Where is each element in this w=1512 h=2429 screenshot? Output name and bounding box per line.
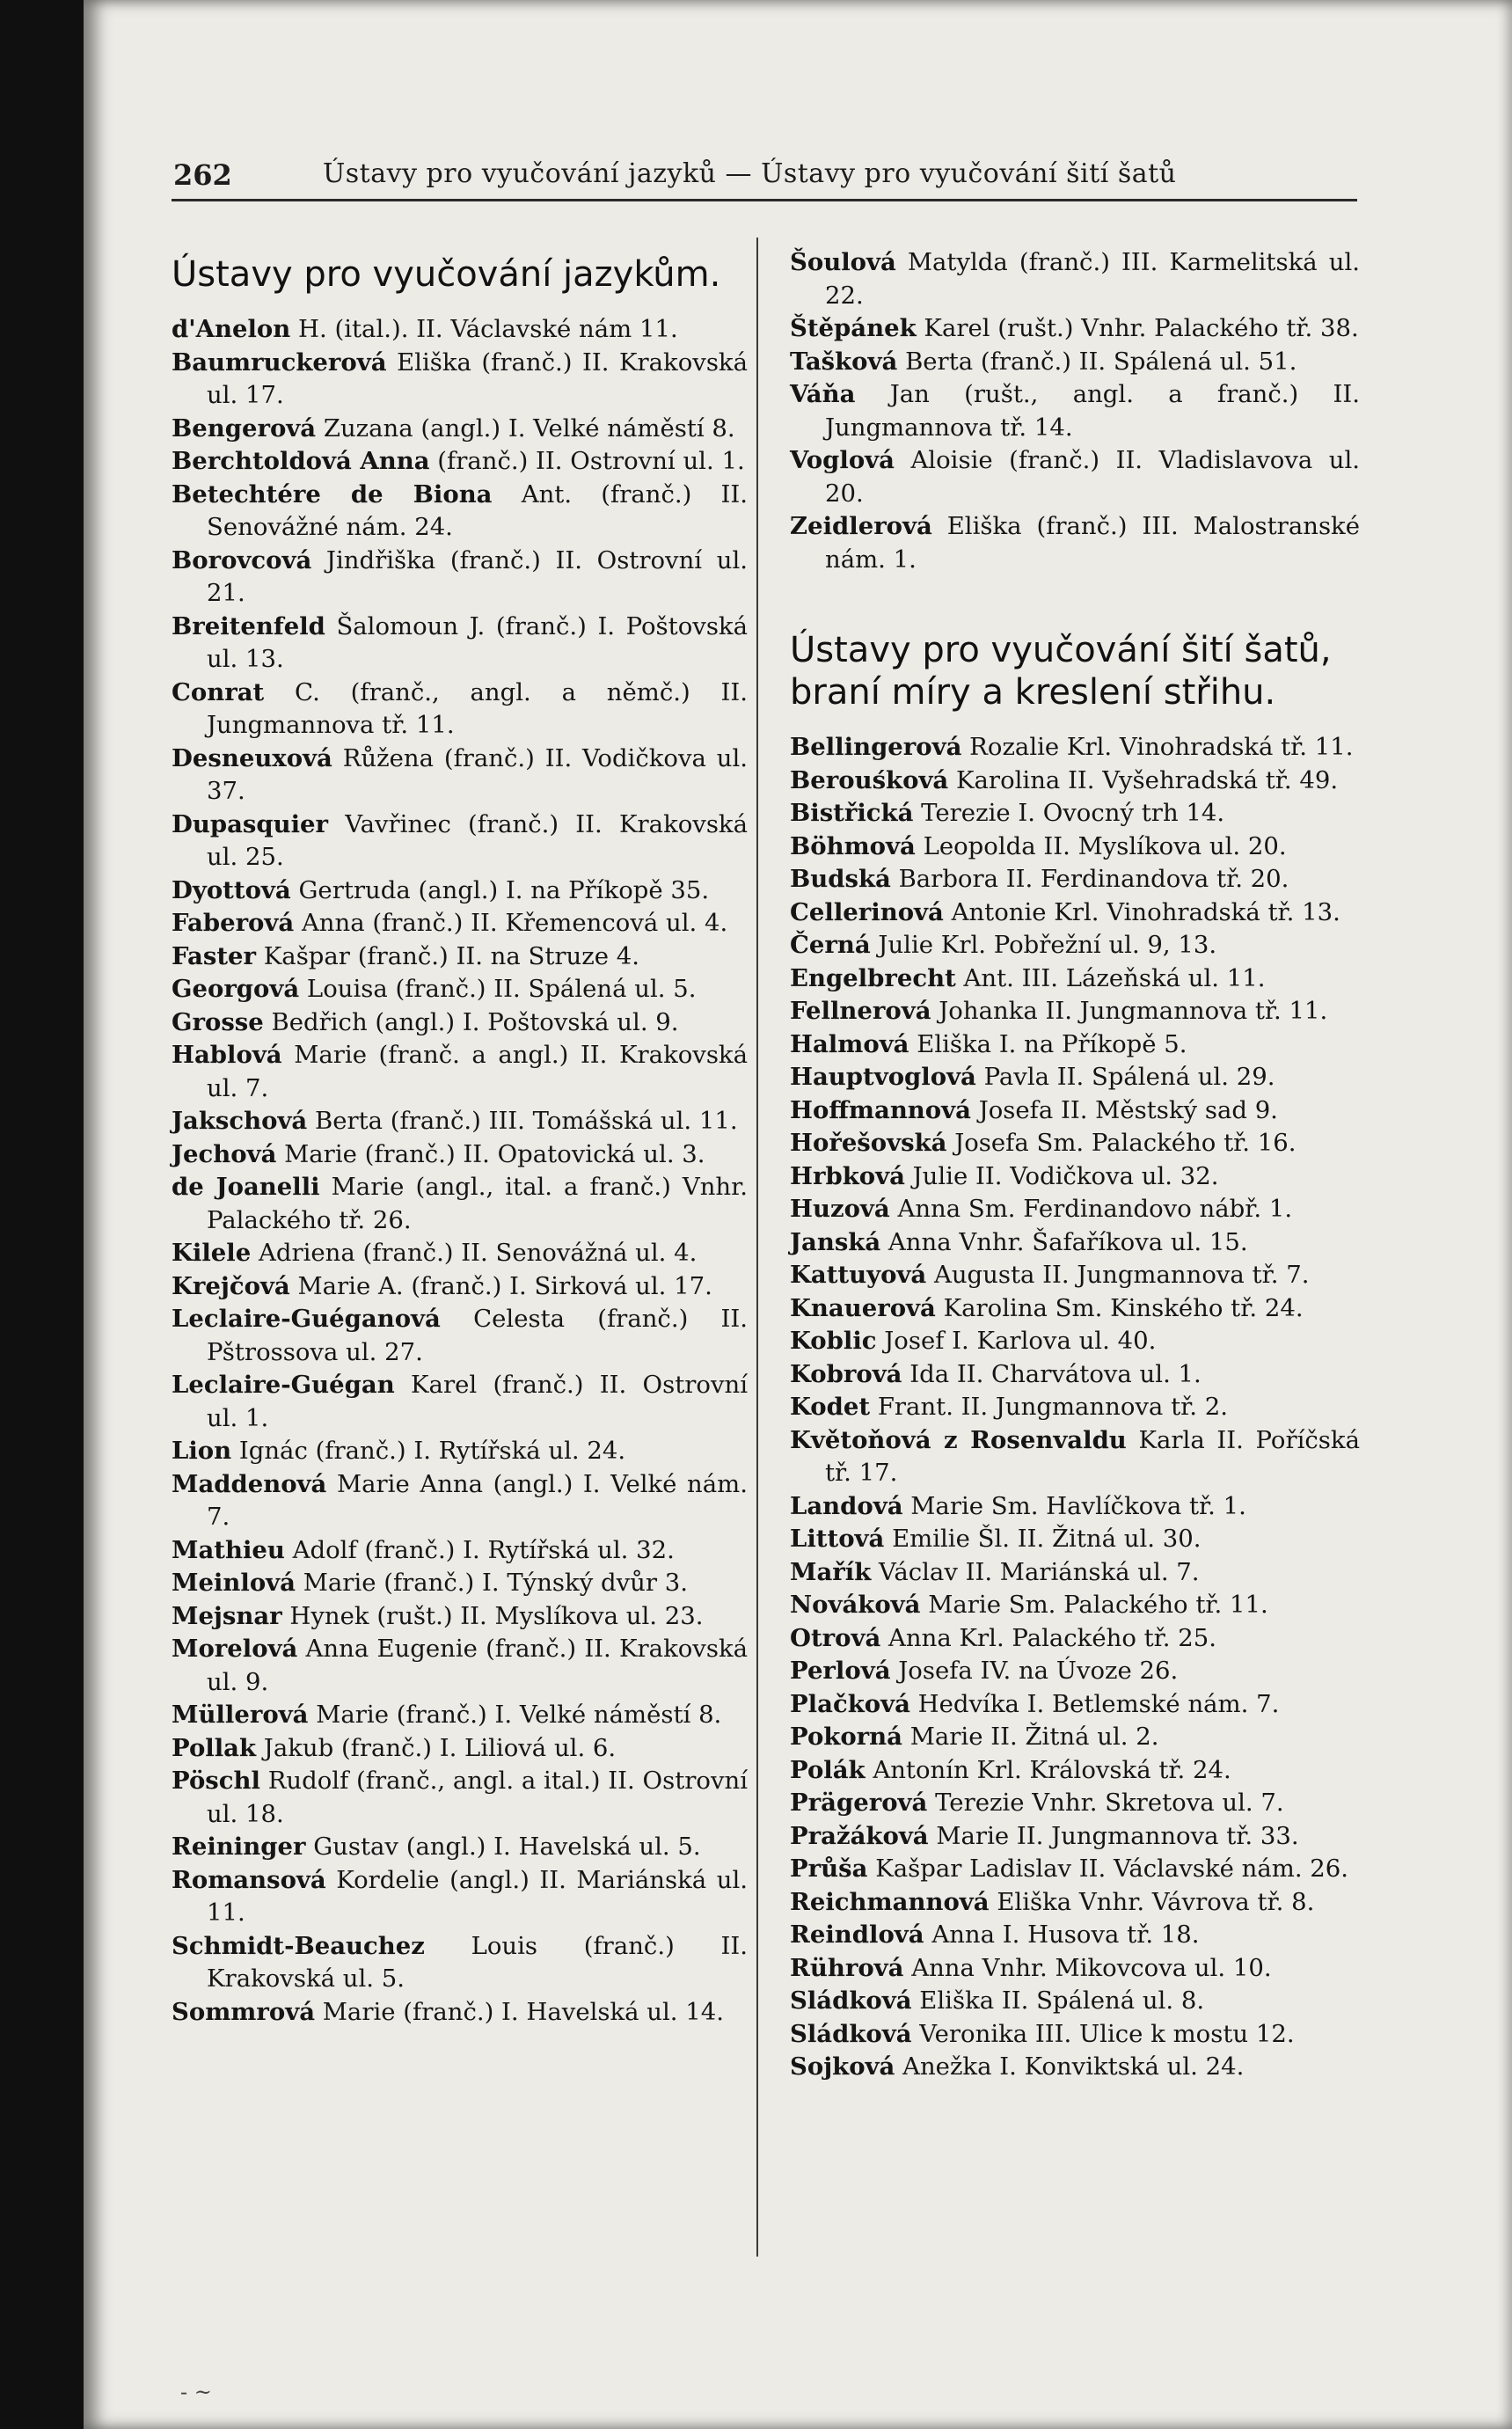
entry-name: Romansová xyxy=(172,1865,326,1894)
entry-name: Berchtoldová Anna xyxy=(172,447,430,475)
entry-name: Bengerová xyxy=(172,413,317,443)
entry-details: Vavřinec (franč.) II. Krakovská ul. 25. xyxy=(207,809,748,871)
directory-entry xyxy=(790,1886,1360,1920)
entry-name: Krejčová xyxy=(172,1271,290,1300)
directory-entry xyxy=(790,863,1360,896)
directory-entry xyxy=(172,445,748,479)
directory-entry xyxy=(172,1369,748,1435)
entry-details: Antonie Krl. Vinohradská tř. 13. xyxy=(943,897,1340,926)
entry-details: Anna Vnhr. Šafaříkova ul. 15. xyxy=(880,1227,1248,1256)
left-column xyxy=(172,246,748,2029)
entry-name: Dupasquier xyxy=(172,809,329,838)
directory-entry xyxy=(790,1952,1360,1986)
entry-name: Grosse xyxy=(172,1007,264,1036)
directory-entry xyxy=(790,312,1360,346)
directory-entry xyxy=(790,444,1360,510)
directory-entry xyxy=(172,1534,748,1568)
entry-details: Augusta II. Jungmannova tř. 7. xyxy=(926,1261,1310,1289)
directory-entry xyxy=(172,1732,748,1766)
entry-name: Šoulová xyxy=(790,248,896,276)
directory-entry xyxy=(172,347,748,413)
entry-details: Karel (rušt.) Vnhr. Palackého tř. 38. xyxy=(916,314,1359,342)
entry-details: Marie A. (franč.) I. Sirková ul. 17. xyxy=(289,1271,712,1300)
entry-details: Ignác (franč.) I. Rytířská ul. 24. xyxy=(231,1437,626,1465)
entry-details: Marie Anna (angl.) I. Velké nám. 7. xyxy=(207,1469,748,1531)
entry-name: Tašková xyxy=(790,347,898,376)
directory-entry xyxy=(790,1655,1360,1688)
directory-entry xyxy=(172,1270,748,1304)
entry-name: Hoffmannová xyxy=(790,1095,971,1124)
directory-entry xyxy=(172,479,748,545)
sewing-institutes-list xyxy=(790,731,1360,2084)
directory-entry xyxy=(790,1919,1360,1952)
directory-entry xyxy=(172,1699,748,1732)
entry-name: Halmová xyxy=(790,1029,909,1058)
entry-details: Marie II. Žitná ul. 2. xyxy=(902,1723,1159,1751)
directory-entry xyxy=(172,1303,748,1369)
entry-details: Josefa II. Městský sad 9. xyxy=(970,1095,1278,1124)
entry-name: Desneuxová xyxy=(172,743,332,772)
entry-name: Maddenová xyxy=(172,1469,327,1498)
entry-details: Marie Sm. Havlíčkova tř. 1. xyxy=(902,1491,1246,1520)
directory-entry xyxy=(790,896,1360,930)
entry-name: Mathieu xyxy=(172,1535,285,1564)
entry-name: Hablová xyxy=(172,1041,282,1069)
entry-details: Anna Sm. Ferdinandovo nábř. 1. xyxy=(889,1195,1293,1223)
entry-name: Reindlová xyxy=(790,1921,924,1949)
directory-entry xyxy=(172,677,748,743)
entry-details: Louisa (franč.) II. Spálená ul. 5. xyxy=(299,975,697,1003)
entry-name: Dyottová xyxy=(172,875,291,904)
entry-details: Karel (franč.) II. Ostrovní ul. 1. xyxy=(207,1371,748,1432)
entry-details: Barbora II. Ferdinandova tř. 20. xyxy=(890,865,1289,893)
entry-details: Antonín Krl. Královská tř. 24. xyxy=(865,1755,1231,1784)
entry-details: Marie (franč.) I. Havelská ul. 14. xyxy=(315,1997,725,2026)
entry-name: Pražáková xyxy=(790,1821,929,1850)
entry-details: Eliška (franč.) II. Krakovská ul. 17. xyxy=(207,348,748,409)
entry-details: Terezie Vnhr. Skretova ul. 7. xyxy=(927,1789,1284,1817)
directory-entry xyxy=(790,1061,1360,1094)
directory-entry xyxy=(790,2051,1360,2084)
directory-entry xyxy=(790,1424,1360,1490)
entry-name: Borovcová xyxy=(172,545,312,574)
entry-details: Julie II. Vodičkova ul. 32. xyxy=(904,1161,1219,1190)
entry-name: Koblic xyxy=(790,1327,877,1355)
directory-entry xyxy=(172,907,748,940)
directory-entry xyxy=(172,1468,748,1534)
entry-details: Anna Krl. Palackého tř. 25. xyxy=(880,1623,1217,1652)
directory-entry xyxy=(790,1325,1360,1358)
directory-entry xyxy=(790,346,1360,379)
directory-entry xyxy=(172,1600,748,1634)
directory-entry xyxy=(172,1633,748,1699)
entry-details: Václav II. Mariánská ul. 7. xyxy=(871,1557,1200,1586)
entry-details: Jakub (franč.) I. Liliová ul. 6. xyxy=(256,1733,617,1762)
entry-details: Anna (franč.) II. Křemencová ul. 4. xyxy=(294,909,728,937)
directory-entry xyxy=(172,1930,748,1996)
entry-name: Sommrová xyxy=(172,1997,316,2026)
header-rule xyxy=(172,199,1357,201)
entry-name: Kobrová xyxy=(790,1359,902,1388)
directory-entry xyxy=(790,929,1360,962)
entry-name: Kattuyová xyxy=(790,1261,927,1289)
directory-entry xyxy=(790,1787,1360,1820)
entry-details: Karolina Sm. Kinského tř. 24. xyxy=(935,1293,1304,1322)
entry-name: Sládková xyxy=(790,2019,912,2048)
entry-details: Berta (franč.) III. Tomášská ul. 11. xyxy=(307,1107,738,1135)
directory-entry xyxy=(790,1226,1360,1260)
entry-details: Růžena (franč.) II. Vodičkova ul. 37. xyxy=(207,743,748,805)
directory-entry xyxy=(172,1006,748,1040)
entry-details: Josef I. Karlova ul. 40. xyxy=(876,1327,1157,1355)
entry-name: Rührová xyxy=(790,1953,904,1982)
entry-name: Pöschl xyxy=(172,1767,260,1795)
entry-name: Meinlová xyxy=(172,1569,296,1597)
entry-name: Böhmová xyxy=(790,831,916,860)
entry-name: Pokorná xyxy=(790,1723,902,1751)
entry-name: Sládková xyxy=(790,1986,912,2015)
entry-name: Jakschová xyxy=(172,1107,308,1135)
directory-entry xyxy=(172,1039,748,1105)
directory-entry xyxy=(790,1292,1360,1326)
directory-entry xyxy=(172,1864,748,1930)
directory-entry xyxy=(172,1831,748,1864)
directory-entry xyxy=(172,611,748,677)
entry-details: Eliška II. Spálená ul. 8. xyxy=(911,1986,1205,2015)
entry-details: Aloisie (franč.) II. Vladislavova ul. 20. xyxy=(825,446,1360,508)
entry-name: Jechová xyxy=(172,1139,277,1168)
directory-entry xyxy=(790,510,1360,576)
entry-details: Frant. II. Jungmannova tř. 2. xyxy=(870,1393,1228,1421)
entry-name: Landová xyxy=(790,1491,903,1520)
entry-name: Prägerová xyxy=(790,1789,928,1817)
entry-name: Leclaire-Guéganová xyxy=(172,1305,441,1333)
entry-name: Perlová xyxy=(790,1657,891,1685)
directory-entry xyxy=(172,313,748,347)
entry-details: Anežka I. Konviktská ul. 24. xyxy=(895,2052,1245,2081)
entry-name: Hořešovská xyxy=(790,1129,947,1157)
entry-name: Reininger xyxy=(172,1833,306,1861)
entry-details: Marie (franč.) II. Opatovická ul. 3. xyxy=(276,1139,705,1168)
section-heading-languages: Ústavy pro vyučování jazykům. xyxy=(172,254,721,295)
directory-entry xyxy=(790,1259,1360,1292)
directory-entry xyxy=(790,1391,1360,1424)
entry-details: Julie Krl. Pobřežní ul. 9, 13. xyxy=(870,931,1217,959)
entry-name: Voglová xyxy=(790,446,895,474)
directory-entry xyxy=(790,1721,1360,1754)
language-institutes-continued-list xyxy=(790,246,1360,576)
entry-name: Berouśková xyxy=(790,765,949,794)
entry-details: Jindřiška (franč.) II. Ostrovní ul. 21. xyxy=(207,545,748,607)
entry-name: Lion xyxy=(172,1437,232,1465)
entry-details: Ant. (franč.) II. Senovážné nám. 24. xyxy=(207,479,748,541)
page-number: 262 xyxy=(173,158,232,192)
entry-details: Matylda (franč.) III. Karmelitská ul. 22. xyxy=(825,248,1360,310)
entry-details: Marie Sm. Palackého tř. 11. xyxy=(920,1591,1268,1619)
entry-details: Rozalie Krl. Vinohradská tř. 11. xyxy=(961,733,1354,761)
directory-entry xyxy=(172,940,748,974)
directory-entry xyxy=(790,797,1360,830)
entry-name: Engelbrecht xyxy=(790,963,956,992)
directory-entry xyxy=(790,1193,1360,1226)
entry-name: Leclaire-Guégan xyxy=(172,1371,395,1399)
entry-details: Ida II. Charvátova ul. 1. xyxy=(902,1359,1202,1388)
entry-details: Adolf (franč.) I. Rytířská ul. 32. xyxy=(284,1535,675,1564)
directory-entry xyxy=(790,1127,1360,1160)
section-heading-sewing: Ústavy pro vyučování šití šatů, braní míry a kreslení střihu. xyxy=(790,630,1332,713)
directory-entry xyxy=(790,1820,1360,1854)
directory-entry xyxy=(790,830,1360,864)
entry-details: (franč.) II. Ostrovní ul. 1. xyxy=(429,447,745,475)
entry-details: H. (ital.). II. Václavské nám 11. xyxy=(290,315,678,343)
entry-details: Hedvíka I. Betlemské nám. 7. xyxy=(909,1689,1280,1718)
page-header xyxy=(173,150,1352,202)
entry-name: Kilele xyxy=(172,1239,252,1267)
running-title: Ústavy pro vyučování jazyků — Ústavy pro vyučování šití šatů xyxy=(323,158,1177,189)
entry-details: Eliška I. na Příkopě 5. xyxy=(909,1029,1187,1058)
entry-details: Šalomoun J. (franč.) I. Poštovská ul. 13. xyxy=(207,611,748,673)
directory-entry xyxy=(172,545,748,611)
directory-entry xyxy=(790,1556,1360,1590)
entry-details: Terezie I. Ovocný trh 14. xyxy=(913,799,1225,827)
directory-entry xyxy=(790,962,1360,996)
directory-entry xyxy=(790,1358,1360,1392)
directory-entry xyxy=(790,1985,1360,2018)
directory-entry xyxy=(172,874,748,908)
entry-name: Nováková xyxy=(790,1591,921,1619)
entry-details: Celesta (franč.) II. Pštrossova ul. 27. xyxy=(207,1305,748,1366)
entry-name: Plačková xyxy=(790,1689,910,1718)
entry-name: Černá xyxy=(790,931,871,959)
entry-details: Berta (franč.) II. Spálená ul. 51. xyxy=(897,347,1297,376)
entry-details: Hynek (rušt.) II. Myslíkova ul. 23. xyxy=(281,1601,704,1630)
directory-entry xyxy=(172,1435,748,1468)
directory-entry xyxy=(790,1688,1360,1722)
entry-details: Rudolf (franč., angl. a ital.) II. Ostrovní ul. 18. xyxy=(207,1767,748,1828)
entry-name: Zeidlerová xyxy=(790,512,932,540)
entry-name: Otrová xyxy=(790,1623,881,1652)
stray-mark: - ~ xyxy=(180,2380,212,2404)
entry-details: Anna Vnhr. Mikovcova ul. 10. xyxy=(903,1953,1272,1982)
directory-entry xyxy=(172,1765,748,1831)
entry-details: Zuzana (angl.) I. Velké náměstí 8. xyxy=(316,413,735,443)
entry-details: Marie (franč. a angl.) II. Krakovská ul. 7. xyxy=(207,1041,748,1102)
language-institutes-list xyxy=(172,313,748,2029)
entry-name: Fellnerová xyxy=(790,997,931,1025)
entry-name: Faster xyxy=(172,941,257,970)
entry-details: Emilie Šl. II. Žitná ul. 30. xyxy=(884,1525,1202,1553)
entry-name: Baumruckerová xyxy=(172,348,387,377)
directory-entry xyxy=(790,1589,1360,1622)
directory-entry xyxy=(790,246,1360,312)
directory-entry xyxy=(172,743,748,808)
entry-name: Polák xyxy=(790,1755,866,1784)
entry-details: Gertruda (angl.) I. na Příkopě 35. xyxy=(290,875,710,904)
entry-details: Bedřich (angl.) I. Poštovská ul. 9. xyxy=(263,1007,679,1036)
entry-details: Karla II. Poříčská tř. 17. xyxy=(825,1425,1360,1487)
directory-entry xyxy=(790,1622,1360,1656)
directory-entry xyxy=(790,1853,1360,1886)
entry-name: Budská xyxy=(790,865,891,893)
entry-details: Anna I. Husova tř. 18. xyxy=(924,1921,1200,1949)
entry-details: Anna Eugenie (franč.) II. Krakovská ul. 9. xyxy=(207,1635,748,1696)
column-separator xyxy=(756,238,758,2257)
directory-entry xyxy=(172,1237,748,1270)
entry-details: Ant. III. Lázeňská ul. 11. xyxy=(955,963,1266,992)
directory-entry xyxy=(790,1094,1360,1128)
entry-details: Leopolda II. Myslíkova ul. 20. xyxy=(915,831,1287,860)
entry-name: Faberová xyxy=(172,909,295,937)
entry-name: Hrbková xyxy=(790,1161,905,1190)
right-column xyxy=(790,246,1360,2084)
directory-entry xyxy=(790,765,1360,798)
directory-entry xyxy=(790,995,1360,1028)
entry-name: Bellingerová xyxy=(790,733,962,761)
directory-entry xyxy=(790,378,1360,444)
entry-name: Schmidt-Beauchez xyxy=(172,1931,425,1960)
entry-details: Adriena (franč.) II. Senovážná ul. 4. xyxy=(251,1239,698,1267)
entry-name: Reichmannová xyxy=(790,1887,990,1916)
directory-entry xyxy=(790,1523,1360,1556)
directory-entry xyxy=(172,1105,748,1138)
entry-name: de Joanelli xyxy=(172,1173,320,1201)
entry-details: C. (franč., angl. a němč.) II. Jungmannova tř. 11. xyxy=(207,677,748,739)
entry-details: Pavla II. Spálená ul. 29. xyxy=(975,1063,1275,1091)
entry-name: Knauerová xyxy=(790,1293,936,1322)
directory-entry xyxy=(790,1028,1360,1062)
entry-name: Průša xyxy=(790,1855,868,1883)
directory-entry xyxy=(790,731,1360,765)
directory-entry xyxy=(790,1754,1360,1788)
entry-name: Pollak xyxy=(172,1733,257,1762)
entry-name: Hauptvoglová xyxy=(790,1063,976,1091)
entry-details: Louis (franč.) II. Krakovská ul. 5. xyxy=(207,1931,748,1993)
entry-name: Mařík xyxy=(790,1557,872,1586)
entry-details: Josefa IV. na Úvoze 26. xyxy=(890,1657,1179,1685)
entry-details: Marie II. Jungmannova tř. 33. xyxy=(928,1821,1299,1850)
entry-name: d'Anelon xyxy=(172,315,291,343)
directory-entry xyxy=(172,973,748,1006)
entry-name: Květoňová z Rosenvaldu xyxy=(790,1425,1127,1454)
directory-entry xyxy=(172,808,748,874)
entry-details: Johanka II. Jungmannova tř. 11. xyxy=(931,997,1328,1025)
entry-details: Kašpar (franč.) II. na Struze 4. xyxy=(256,941,640,970)
entry-details: Jan (rušt., angl. a franč.) II. Jungmannova tř. 14. xyxy=(825,380,1360,442)
entry-name: Váňa xyxy=(790,380,856,408)
entry-name: Betechtére de Biona xyxy=(172,479,493,508)
entry-details: Kordelie (angl.) II. Mariánská ul. 11. xyxy=(207,1865,748,1927)
entry-details: Eliška (franč.) III. Malostranské nám. 1. xyxy=(825,512,1360,574)
entry-details: Kašpar Ladislav II. Václavské nám. 26. xyxy=(867,1855,1349,1883)
directory-entry xyxy=(790,1160,1360,1194)
entry-name: Sojková xyxy=(790,2052,895,2081)
entry-name: Janská xyxy=(790,1227,881,1256)
directory-entry xyxy=(172,413,748,446)
entry-name: Conrat xyxy=(172,677,265,706)
directory-entry xyxy=(172,1996,748,2030)
entry-name: Bistřická xyxy=(790,799,914,827)
entry-name: Štěpánek xyxy=(790,314,917,342)
entry-name: Cellerinová xyxy=(790,897,944,926)
entry-details: Karolina II. Vyšehradská tř. 49. xyxy=(948,765,1339,794)
entry-details: Josefa Sm. Palackého tř. 16. xyxy=(946,1129,1297,1157)
entry-details: Marie (franč.) I. Týnský dvůr 3. xyxy=(295,1569,688,1597)
entry-name: Breitenfeld xyxy=(172,611,325,640)
directory-entry xyxy=(790,2018,1360,2052)
entry-name: Georgová xyxy=(172,975,300,1003)
entry-details: Eliška Vnhr. Vávrova tř. 8. xyxy=(989,1887,1315,1916)
entry-name: Mejsnar xyxy=(172,1601,282,1630)
entry-name: Littová xyxy=(790,1525,885,1553)
directory-entry xyxy=(172,1567,748,1600)
entry-details: Veronika III. Ulice k mostu 12. xyxy=(911,2019,1295,2048)
directory-entry xyxy=(172,1138,748,1172)
directory-entry xyxy=(790,1490,1360,1524)
entry-details: Gustav (angl.) I. Havelská ul. 5. xyxy=(305,1833,701,1861)
directory-entry xyxy=(172,1171,748,1237)
entry-details: Marie (angl., ital. a franč.) Vnhr. Palackého tř. 26. xyxy=(207,1173,748,1234)
entry-name: Morelová xyxy=(172,1635,298,1663)
entry-details: Marie (franč.) I. Velké náměstí 8. xyxy=(308,1701,722,1729)
entry-name: Huzová xyxy=(790,1195,890,1223)
entry-name: Kodet xyxy=(790,1393,871,1421)
entry-name: Müllerová xyxy=(172,1701,309,1729)
